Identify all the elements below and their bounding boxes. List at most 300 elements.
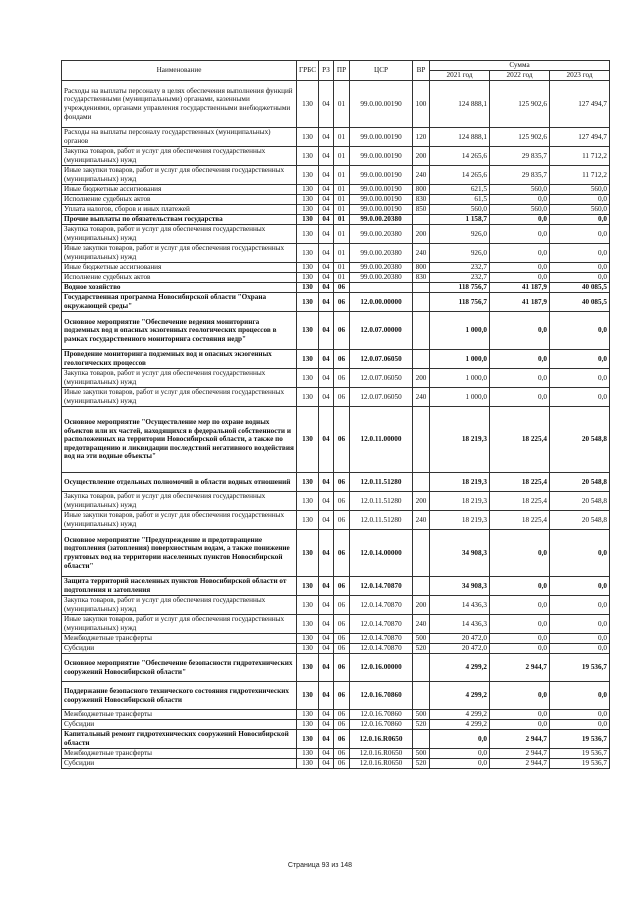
row-value-2023: 0,0 (550, 225, 610, 244)
row-name: Капитальный ремонт гидротехнических сооружений Новосибирской области (62, 730, 297, 749)
row-name: Субсидии (62, 644, 297, 654)
row-vr: 200 (413, 225, 430, 244)
row-value-2023: 40 085,5 (550, 293, 610, 312)
row-grbs: 130 (297, 759, 319, 769)
row-csr: 12.0.07.06050 (350, 388, 413, 407)
row-grbs: 130 (297, 350, 319, 369)
table-row (62, 166, 610, 185)
row-value-2022: 18 225,4 (490, 492, 550, 511)
row-name: Расходы на выплаты персоналу государственных (муниципальных) органов (62, 128, 297, 147)
row-pr: 06 (334, 720, 350, 730)
row-vr: 240 (413, 511, 430, 530)
row-grbs: 130 (297, 720, 319, 730)
row-csr: 12.0.14.70870 (350, 634, 413, 644)
row-name: Уплата налогов, сборов и иных платежей (62, 205, 297, 215)
row-pr: 06 (334, 388, 350, 407)
row-csr: 12.0.16.70860 (350, 720, 413, 730)
row-value-2022: 41 187,9 (490, 293, 550, 312)
row-value-2021: 926,0 (430, 244, 490, 263)
row-grbs: 130 (297, 407, 319, 473)
table-row (62, 244, 610, 263)
row-csr: 99.0.00.20380 (350, 215, 413, 225)
row-csr: 99.0.00.00190 (350, 166, 413, 185)
row-rz: 04 (319, 312, 334, 350)
row-value-2021: 18 219,3 (430, 473, 490, 492)
row-value-2021: 1 000,0 (430, 388, 490, 407)
row-csr: 99.0.00.00190 (350, 185, 413, 195)
row-value-2022: 18 225,4 (490, 473, 550, 492)
row-pr: 06 (334, 492, 350, 511)
row-csr: 12.0.16.R0650 (350, 759, 413, 769)
row-name: Иные бюджетные ассигнования (62, 185, 297, 195)
row-vr (413, 293, 430, 312)
row-name: Межбюджетные трансферты (62, 634, 297, 644)
row-rz: 04 (319, 350, 334, 369)
row-vr (413, 530, 430, 577)
header-year-2023: 2023 год (550, 71, 610, 81)
row-value-2021: 61,5 (430, 195, 490, 205)
row-name: Иные бюджетные ассигнования (62, 263, 297, 273)
row-vr (413, 407, 430, 473)
row-value-2022: 0,0 (490, 530, 550, 577)
row-grbs: 130 (297, 293, 319, 312)
table-row (62, 654, 610, 682)
row-value-2023: 0,0 (550, 720, 610, 730)
row-grbs: 130 (297, 225, 319, 244)
row-rz: 04 (319, 195, 334, 205)
row-value-2023: 19 536,7 (550, 749, 610, 759)
row-grbs: 130 (297, 81, 319, 128)
row-pr: 06 (334, 710, 350, 720)
row-value-2021: 0,0 (430, 749, 490, 759)
row-grbs: 130 (297, 634, 319, 644)
row-vr (413, 577, 430, 596)
row-grbs: 130 (297, 263, 319, 273)
row-value-2023: 19 536,7 (550, 759, 610, 769)
row-name: Иные закупки товаров, работ и услуг для обеспечения государственных (муниципальных) нужд (62, 166, 297, 185)
row-value-2021: 14 436,3 (430, 596, 490, 615)
row-csr: 12.0.16.70860 (350, 710, 413, 720)
row-name: Защита территорий населенных пунктов Новосибирской области от подтопления и затопления (62, 577, 297, 596)
table-row (62, 205, 610, 215)
row-rz: 04 (319, 273, 334, 283)
row-value-2022: 125 902,6 (490, 81, 550, 128)
header-rz: РЗ (319, 61, 334, 81)
row-rz: 04 (319, 407, 334, 473)
row-name: Закупка товаров, работ и услуг для обеспечения государственных (муниципальных) нужд (62, 147, 297, 166)
row-value-2023: 0,0 (550, 634, 610, 644)
row-csr: 12.0.14.70870 (350, 615, 413, 634)
row-vr: 830 (413, 195, 430, 205)
row-pr: 06 (334, 350, 350, 369)
row-vr (413, 312, 430, 350)
row-csr: 12.0.11.51280 (350, 473, 413, 492)
row-value-2021: 0,0 (430, 759, 490, 769)
row-csr: 12.0.07.00000 (350, 312, 413, 350)
row-pr: 06 (334, 759, 350, 769)
row-pr: 06 (334, 634, 350, 644)
row-vr: 200 (413, 596, 430, 615)
row-pr: 01 (334, 215, 350, 225)
row-name: Водное хозяйство (62, 283, 297, 293)
row-value-2023: 0,0 (550, 530, 610, 577)
row-name: Закупка товаров, работ и услуг для обеспечения государственных (муниципальных) нужд (62, 369, 297, 388)
row-name: Прочие выплаты по обязательствам государства (62, 215, 297, 225)
header-vr: ВР (413, 61, 430, 81)
table-row (62, 81, 610, 128)
row-value-2022: 41 187,9 (490, 283, 550, 293)
row-value-2021: 118 756,7 (430, 283, 490, 293)
row-value-2022: 560,0 (490, 205, 550, 215)
row-value-2023: 19 536,7 (550, 730, 610, 749)
row-grbs: 130 (297, 473, 319, 492)
row-value-2021: 34 908,3 (430, 530, 490, 577)
row-name: Межбюджетные трансферты (62, 749, 297, 759)
row-value-2023: 0,0 (550, 244, 610, 263)
row-vr: 520 (413, 759, 430, 769)
row-csr: 12.0.14.00000 (350, 530, 413, 577)
row-grbs: 130 (297, 492, 319, 511)
row-value-2023: 0,0 (550, 215, 610, 225)
row-value-2023: 0,0 (550, 388, 610, 407)
row-vr: 850 (413, 205, 430, 215)
row-vr: 240 (413, 615, 430, 634)
row-pr: 06 (334, 511, 350, 530)
row-name: Субсидии (62, 759, 297, 769)
row-value-2022: 0,0 (490, 244, 550, 263)
row-value-2023: 20 548,8 (550, 473, 610, 492)
table-row (62, 634, 610, 644)
row-vr (413, 682, 430, 710)
table-row (62, 283, 610, 293)
row-vr: 800 (413, 185, 430, 195)
row-grbs: 130 (297, 644, 319, 654)
row-name: Осуществление отдельных полномочий в области водных отношений (62, 473, 297, 492)
row-csr: 12.0.16.R0650 (350, 749, 413, 759)
row-vr: 200 (413, 147, 430, 166)
row-value-2021: 560,0 (430, 205, 490, 215)
row-vr: 830 (413, 273, 430, 283)
table-row (62, 710, 610, 720)
row-name: Межбюджетные трансферты (62, 710, 297, 720)
row-value-2021: 926,0 (430, 225, 490, 244)
row-grbs: 130 (297, 147, 319, 166)
row-value-2022: 0,0 (490, 682, 550, 710)
row-rz: 04 (319, 654, 334, 682)
row-rz: 04 (319, 530, 334, 577)
table-row (62, 730, 610, 749)
row-value-2022: 2 944,7 (490, 749, 550, 759)
row-value-2022: 0,0 (490, 215, 550, 225)
row-pr: 06 (334, 407, 350, 473)
row-value-2023: 127 494,7 (550, 128, 610, 147)
row-csr: 99.0.00.00190 (350, 205, 413, 215)
row-pr: 06 (334, 283, 350, 293)
row-csr: 99.0.00.20380 (350, 273, 413, 283)
header-pr: ПР (334, 61, 350, 81)
row-name: Закупка товаров, работ и услуг для обеспечения государственных (муниципальных) нужд (62, 596, 297, 615)
row-name: Государственная программа Новосибирской области "Охрана окружающей среды" (62, 293, 297, 312)
table-row (62, 185, 610, 195)
row-grbs: 130 (297, 749, 319, 759)
row-rz: 04 (319, 244, 334, 263)
row-vr: 800 (413, 263, 430, 273)
row-name: Исполнение судебных актов (62, 195, 297, 205)
row-name: Иные закупки товаров, работ и услуг для обеспечения государственных (муниципальных) нужд (62, 388, 297, 407)
row-value-2023: 560,0 (550, 205, 610, 215)
row-pr: 06 (334, 312, 350, 350)
table-row (62, 350, 610, 369)
table-row (62, 473, 610, 492)
table-row (62, 749, 610, 759)
row-value-2023: 0,0 (550, 312, 610, 350)
row-pr: 01 (334, 166, 350, 185)
header-name: Наименование (62, 61, 297, 81)
row-value-2021: 34 908,3 (430, 577, 490, 596)
table-row (62, 215, 610, 225)
row-csr: 12.0.14.70870 (350, 577, 413, 596)
row-vr: 240 (413, 166, 430, 185)
row-value-2022: 0,0 (490, 720, 550, 730)
row-value-2023: 20 548,8 (550, 511, 610, 530)
table-row (62, 530, 610, 577)
row-pr: 01 (334, 185, 350, 195)
row-value-2022: 29 835,7 (490, 166, 550, 185)
row-grbs: 130 (297, 244, 319, 263)
row-vr: 520 (413, 720, 430, 730)
row-grbs: 130 (297, 312, 319, 350)
row-value-2022: 2 944,7 (490, 759, 550, 769)
row-rz: 04 (319, 759, 334, 769)
row-vr (413, 350, 430, 369)
row-value-2023: 0,0 (550, 615, 610, 634)
row-csr (350, 283, 413, 293)
row-grbs: 130 (297, 682, 319, 710)
row-value-2021: 18 219,3 (430, 492, 490, 511)
row-value-2023: 11 712,2 (550, 147, 610, 166)
table-header (62, 61, 610, 81)
row-grbs: 130 (297, 195, 319, 205)
row-pr: 01 (334, 205, 350, 215)
row-value-2022: 0,0 (490, 273, 550, 283)
table-row (62, 388, 610, 407)
row-pr: 06 (334, 682, 350, 710)
row-rz: 04 (319, 634, 334, 644)
row-grbs: 130 (297, 369, 319, 388)
row-csr: 99.0.00.20380 (350, 244, 413, 263)
row-csr: 12.0.11.51280 (350, 492, 413, 511)
row-name: Субсидии (62, 720, 297, 730)
row-value-2021: 4 299,2 (430, 720, 490, 730)
row-rz: 04 (319, 492, 334, 511)
row-pr: 06 (334, 530, 350, 577)
row-value-2023: 0,0 (550, 596, 610, 615)
row-value-2021: 4 299,2 (430, 682, 490, 710)
row-rz: 04 (319, 615, 334, 634)
row-value-2021: 124 888,1 (430, 81, 490, 128)
table-row (62, 273, 610, 283)
row-pr: 06 (334, 654, 350, 682)
table-row (62, 511, 610, 530)
row-grbs: 130 (297, 730, 319, 749)
row-value-2022: 0,0 (490, 312, 550, 350)
row-rz: 04 (319, 682, 334, 710)
table-row (62, 407, 610, 473)
row-value-2021: 0,0 (430, 730, 490, 749)
row-value-2022: 0,0 (490, 710, 550, 720)
table-row (62, 682, 610, 710)
row-value-2022: 0,0 (490, 634, 550, 644)
row-grbs: 130 (297, 596, 319, 615)
row-name: Исполнение судебных актов (62, 273, 297, 283)
row-grbs: 130 (297, 710, 319, 720)
row-grbs: 130 (297, 530, 319, 577)
row-rz: 04 (319, 147, 334, 166)
row-rz: 04 (319, 166, 334, 185)
table-row (62, 312, 610, 350)
row-pr: 01 (334, 128, 350, 147)
row-name: Основное мероприятие "Осуществление мер по охране водных объектов или их частей, находящихся в федеральной собственности и расположенных на территории Новосибирской области, а также по предотвращению и ликвидации последствий негативного воздействия вод на эти водные объекты" (62, 407, 297, 473)
row-vr (413, 730, 430, 749)
table-row (62, 147, 610, 166)
row-vr: 500 (413, 749, 430, 759)
row-value-2021: 1 000,0 (430, 312, 490, 350)
row-rz: 04 (319, 644, 334, 654)
row-grbs: 130 (297, 283, 319, 293)
row-value-2022: 0,0 (490, 577, 550, 596)
table-row (62, 759, 610, 769)
row-value-2021: 4 299,2 (430, 710, 490, 720)
header-grbs: ГРБС (297, 61, 319, 81)
row-value-2023: 0,0 (550, 644, 610, 654)
row-vr: 120 (413, 128, 430, 147)
row-value-2022: 18 225,4 (490, 511, 550, 530)
row-value-2022: 0,0 (490, 195, 550, 205)
row-value-2022: 0,0 (490, 225, 550, 244)
table-row (62, 577, 610, 596)
row-name: Поддержание безопасного технического состояния гидротехнических сооружений Новосибирской области (62, 682, 297, 710)
table-row (62, 596, 610, 615)
row-rz: 04 (319, 128, 334, 147)
row-value-2021: 14 436,3 (430, 615, 490, 634)
row-value-2023: 0,0 (550, 263, 610, 273)
row-rz: 04 (319, 81, 334, 128)
row-csr: 99.0.00.00190 (350, 81, 413, 128)
row-rz: 04 (319, 215, 334, 225)
row-pr: 06 (334, 577, 350, 596)
row-name: Проведение мониторинга подземных вод и опасных экзогенных геологических процессов (62, 350, 297, 369)
row-rz: 04 (319, 577, 334, 596)
row-pr: 06 (334, 293, 350, 312)
table-row (62, 128, 610, 147)
row-value-2022: 0,0 (490, 388, 550, 407)
row-rz: 04 (319, 473, 334, 492)
row-pr: 06 (334, 615, 350, 634)
row-grbs: 130 (297, 615, 319, 634)
row-name: Иные закупки товаров, работ и услуг для обеспечения государственных (муниципальных) нужд (62, 244, 297, 263)
row-value-2023: 0,0 (550, 369, 610, 388)
row-rz: 04 (319, 205, 334, 215)
row-value-2022: 18 225,4 (490, 407, 550, 473)
row-value-2023: 0,0 (550, 710, 610, 720)
header-csr: ЦСР (350, 61, 413, 81)
table-row (62, 720, 610, 730)
row-vr: 240 (413, 244, 430, 263)
row-name: Основное мероприятие "Предупреждение и предотвращение подтопления (затопления) поверхностным водам, а также понижение грунтовых вод на территории населенных пунктов Новосибирской области" (62, 530, 297, 577)
row-value-2023: 19 536,7 (550, 654, 610, 682)
row-value-2023: 20 548,8 (550, 407, 610, 473)
row-value-2023: 0,0 (550, 350, 610, 369)
row-value-2021: 20 472,0 (430, 644, 490, 654)
row-pr: 06 (334, 749, 350, 759)
row-pr: 01 (334, 81, 350, 128)
row-grbs: 130 (297, 273, 319, 283)
row-csr: 99.0.00.00190 (350, 147, 413, 166)
row-csr: 12.0.11.00000 (350, 407, 413, 473)
row-pr: 06 (334, 644, 350, 654)
row-value-2021: 621,5 (430, 185, 490, 195)
row-grbs: 130 (297, 511, 319, 530)
row-value-2021: 1 000,0 (430, 350, 490, 369)
row-pr: 01 (334, 225, 350, 244)
row-value-2021: 4 299,2 (430, 654, 490, 682)
table-row (62, 225, 610, 244)
row-value-2022: 29 835,7 (490, 147, 550, 166)
row-value-2023: 0,0 (550, 273, 610, 283)
row-rz: 04 (319, 283, 334, 293)
table-row (62, 615, 610, 634)
row-value-2021: 14 265,6 (430, 147, 490, 166)
row-value-2021: 1 000,0 (430, 369, 490, 388)
row-pr: 01 (334, 195, 350, 205)
row-csr: 99.0.00.20380 (350, 225, 413, 244)
row-grbs: 130 (297, 166, 319, 185)
row-csr: 99.0.00.00190 (350, 195, 413, 205)
row-rz: 04 (319, 293, 334, 312)
row-value-2023: 127 494,7 (550, 81, 610, 128)
row-grbs: 130 (297, 205, 319, 215)
row-csr: 12.0.07.06050 (350, 369, 413, 388)
row-value-2023: 560,0 (550, 185, 610, 195)
row-rz: 04 (319, 185, 334, 195)
row-csr: 12.0.16.R0650 (350, 730, 413, 749)
row-value-2022: 0,0 (490, 615, 550, 634)
row-vr (413, 654, 430, 682)
row-grbs: 130 (297, 577, 319, 596)
row-name: Иные закупки товаров, работ и услуг для обеспечения государственных (муниципальных) нужд (62, 615, 297, 634)
row-csr: 12.0.16.00000 (350, 654, 413, 682)
row-value-2023: 11 712,2 (550, 166, 610, 185)
table-row (62, 369, 610, 388)
row-csr: 99.0.00.00190 (350, 128, 413, 147)
row-value-2022: 2 944,7 (490, 654, 550, 682)
row-vr: 500 (413, 710, 430, 720)
header-year-2021: 2021 год (430, 71, 490, 81)
row-pr: 01 (334, 273, 350, 283)
row-csr: 12.0.00.00000 (350, 293, 413, 312)
row-pr: 06 (334, 730, 350, 749)
row-grbs: 130 (297, 128, 319, 147)
row-name: Иные закупки товаров, работ и услуг для обеспечения государственных (муниципальных) нужд (62, 511, 297, 530)
row-csr: 12.0.11.51280 (350, 511, 413, 530)
row-vr: 100 (413, 81, 430, 128)
row-pr: 06 (334, 369, 350, 388)
row-vr (413, 215, 430, 225)
row-value-2022: 2 944,7 (490, 730, 550, 749)
row-name: Закупка товаров, работ и услуг для обеспечения государственных (муниципальных) нужд (62, 225, 297, 244)
row-csr: 12.0.16.70860 (350, 682, 413, 710)
row-pr: 01 (334, 263, 350, 273)
